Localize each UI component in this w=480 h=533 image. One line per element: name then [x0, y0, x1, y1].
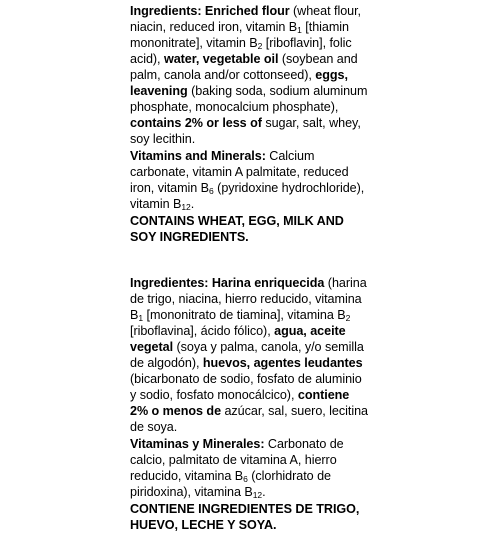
- text-run: [thiamin mononitrate], vitamin B: [130, 20, 349, 50]
- text-run: (wheat flour, niacin, reduced iron, vitamin B: [130, 4, 361, 34]
- bold-text-run: eggs, leavening: [130, 68, 348, 98]
- text-run: (soya y palma, canola, y/o semilla de algodón),: [130, 340, 364, 370]
- english-vitamins-paragraph: [130, 148, 368, 212]
- bold-text-run: contiene 2% o menos de: [130, 388, 350, 418]
- text-run: [riboflavin], folic acid),: [130, 36, 352, 66]
- language-divider-space: [130, 245, 368, 275]
- bold-text-run: Vitamins and Minerals:: [130, 149, 266, 163]
- subscript-text: 1: [297, 25, 302, 35]
- bold-text-run: CONTAINS WHEAT, EGG, MILK AND SOY INGREDIENTS.: [130, 214, 344, 244]
- subscript-text: 2: [257, 41, 263, 51]
- bold-text-run: Ingredientes: Harina enriquecida: [130, 276, 325, 290]
- text-run: .: [262, 485, 266, 499]
- text-run: sugar, salt, whey, soy lecithin.: [130, 116, 361, 146]
- english-allergen-statement: [130, 213, 368, 245]
- subscript-text: 2: [345, 313, 351, 323]
- spanish-allergen-statement: [130, 501, 368, 533]
- subscript-text: 6: [243, 474, 248, 484]
- bold-text-run: CONTIENE INGREDIENTES DE TRIGO, HUEVO, LECHE Y SOYA.: [130, 502, 360, 532]
- text-run: (harina de trigo, niacina, hierro reducido, vitamina B: [130, 276, 367, 322]
- spanish-vitamins-paragraph: [130, 436, 368, 500]
- text-run: .: [190, 197, 195, 211]
- text-run: (soybean and palm, canola and/or cottonseed),: [130, 52, 358, 82]
- bold-text-run: Vitaminas y Minerales:: [130, 437, 265, 451]
- subscript-text: 12: [252, 490, 263, 500]
- bold-text-run: Ingredients: Enriched flour: [130, 4, 290, 18]
- text-run: azúcar, sal, suero, lecitina de soya.: [130, 404, 368, 434]
- text-run: Calcium carbonate, vitamin A palmitate, reduced iron, vitamin B: [130, 149, 349, 195]
- subscript-text: 6: [209, 186, 214, 196]
- text-run: (baking soda, sodium aluminum phosphate, monocalcium phosphate),: [130, 84, 368, 114]
- text-run: (bicarbonato de sodio, fosfato de aluminio y sodio, fosfato monocálcico),: [130, 372, 362, 402]
- ingredient-label: [130, 3, 368, 533]
- subscript-text: 12: [181, 202, 191, 212]
- text-run: (clorhidrato de piridoxina), vitamina B: [130, 469, 331, 499]
- text-run: [riboflavina], ácido fólico),: [130, 324, 275, 338]
- bold-text-run: agua, aceite vegetal: [130, 324, 346, 354]
- text-run: (pyridoxine hydrochloride), vitamin B: [130, 181, 365, 211]
- english-ingredients-paragraph: [130, 3, 368, 147]
- text-run: Carbonato de calcio, palmitato de vitamina A, hierro reducido, vitamina B: [130, 437, 344, 483]
- bold-text-run: water, vegetable oil: [163, 52, 279, 66]
- text-run: [mononitrato de tiamina], vitamina B: [143, 308, 346, 322]
- bold-text-run: huevos, agentes leudantes: [202, 356, 363, 370]
- bold-text-run: contains 2% or less of: [130, 116, 262, 130]
- spanish-ingredients-paragraph: [130, 275, 368, 435]
- subscript-text: 1: [138, 313, 144, 323]
